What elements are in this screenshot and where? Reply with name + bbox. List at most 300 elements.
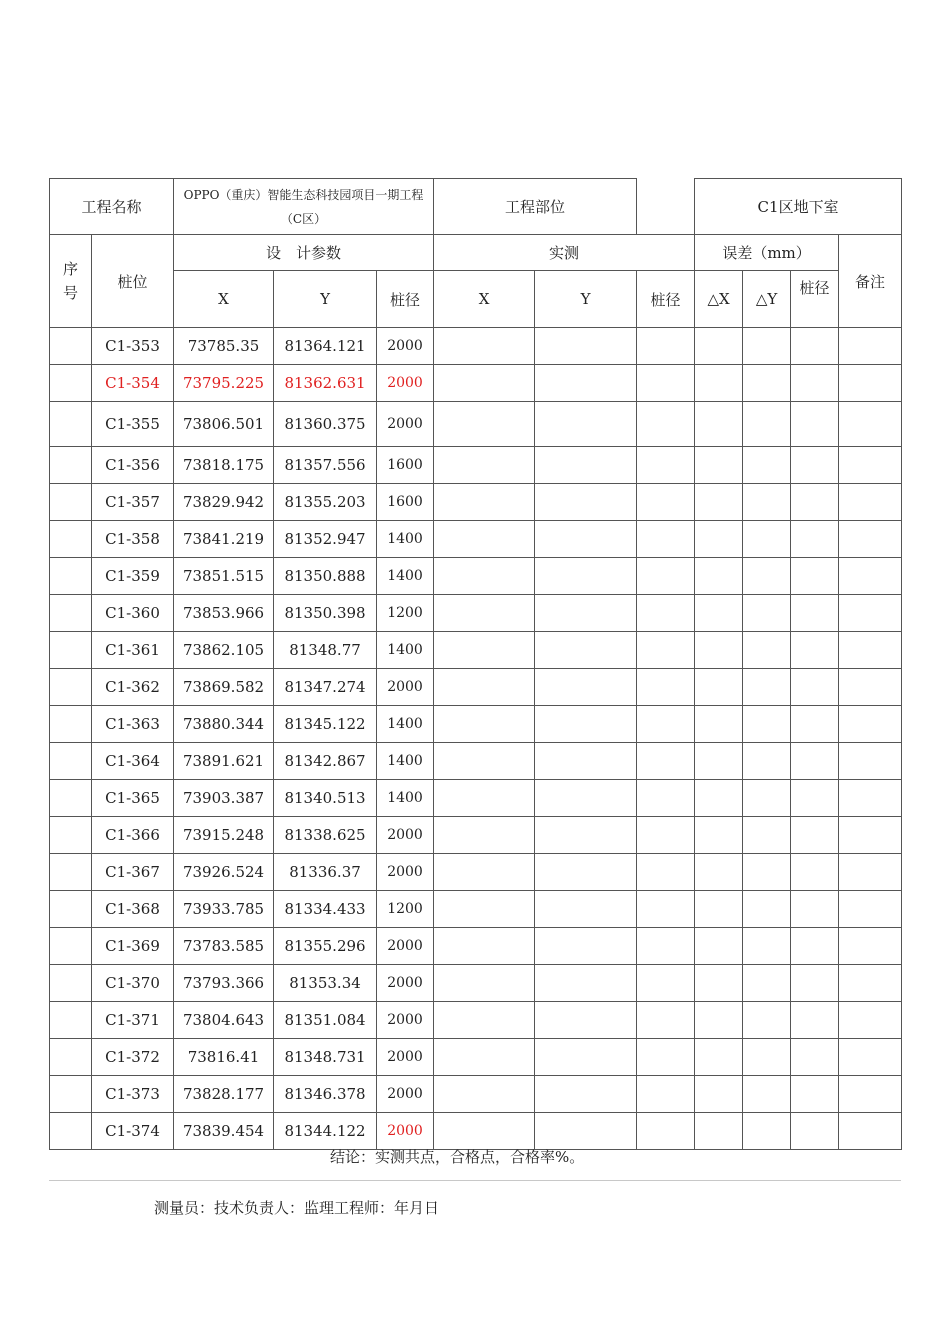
table-row	[50, 706, 902, 743]
seq-cell	[50, 928, 92, 965]
table-row	[50, 965, 902, 1002]
table-row	[50, 854, 902, 891]
design-diameter-cell: 1600	[377, 447, 434, 484]
error-diameter-cell	[791, 928, 839, 965]
measured-y-cell	[535, 521, 637, 558]
error-dy-cell	[743, 447, 791, 484]
remark-cell	[839, 1113, 902, 1150]
design-x-cell: 73839.454	[174, 1113, 274, 1150]
measured-diameter-cell	[637, 558, 695, 595]
measured-y-cell	[535, 1002, 637, 1039]
measured-y-cell	[535, 891, 637, 928]
conclusion-text: 结论：实测共点，合格点，合格率%。	[330, 1148, 585, 1166]
measured-y-cell	[535, 817, 637, 854]
error-diameter-cell	[791, 743, 839, 780]
pile-cell: C1-357	[92, 484, 174, 521]
seq-cell	[50, 780, 92, 817]
design-x-cell: 73829.942	[174, 484, 274, 521]
error-dy-cell	[743, 402, 791, 447]
measured-header: 实测	[434, 235, 695, 271]
pile-cell: C1-360	[92, 595, 174, 632]
table-row	[50, 780, 902, 817]
measured-x-cell	[434, 1076, 535, 1113]
remark-cell	[839, 558, 902, 595]
error-dy-cell	[743, 484, 791, 521]
remark-cell	[839, 743, 902, 780]
design-diameter-cell: 1400	[377, 558, 434, 595]
error-dx-cell	[695, 365, 743, 402]
design-x-cell: 73816.41	[174, 1039, 274, 1076]
design-x-cell: 73806.501	[174, 402, 274, 447]
error-dy-cell	[743, 743, 791, 780]
measured-diameter-cell	[637, 669, 695, 706]
project-name-value: OPPO（重庆）智能生态科技园项目一期工程（C区）	[174, 179, 434, 235]
error-dx-cell	[695, 558, 743, 595]
pile-cell: C1-359	[92, 558, 174, 595]
design-diameter-cell: 2000	[377, 854, 434, 891]
error-dx-cell	[695, 669, 743, 706]
project-part-value: C1区地下室	[695, 179, 902, 235]
measured-y-cell	[535, 1039, 637, 1076]
error-diameter-header: 桩径	[791, 271, 839, 328]
error-dy-cell	[743, 1039, 791, 1076]
remark-cell	[839, 669, 902, 706]
seq-cell	[50, 743, 92, 780]
measured-diameter-cell	[637, 632, 695, 669]
seq-cell	[50, 484, 92, 521]
design-x-cell: 73862.105	[174, 632, 274, 669]
seq-cell	[50, 891, 92, 928]
measured-x-cell	[434, 484, 535, 521]
measured-x-cell	[434, 1002, 535, 1039]
design-diameter-cell: 2000	[377, 669, 434, 706]
error-diameter-cell	[791, 780, 839, 817]
design-x-cell: 73818.175	[174, 447, 274, 484]
table-row	[50, 402, 902, 447]
design-x-cell: 73933.785	[174, 891, 274, 928]
remark-cell	[839, 521, 902, 558]
design-y-cell: 81346.378	[274, 1076, 377, 1113]
pile-cell: C1-372	[92, 1039, 174, 1076]
error-diameter-cell	[791, 1113, 839, 1150]
design-x-cell: 73891.621	[174, 743, 274, 780]
measured-y-header: Y	[535, 271, 637, 328]
measured-diameter-cell	[637, 328, 695, 365]
error-dy-cell	[743, 965, 791, 1002]
table-row	[50, 1113, 902, 1150]
remark-cell	[839, 402, 902, 447]
design-y-cell: 81353.34	[274, 965, 377, 1002]
measured-diameter-cell	[637, 817, 695, 854]
measured-y-cell	[535, 402, 637, 447]
seq-cell	[50, 669, 92, 706]
table-row	[50, 669, 902, 706]
pile-cell: C1-366	[92, 817, 174, 854]
measured-diameter-cell	[637, 706, 695, 743]
design-diameter-cell: 2000	[377, 965, 434, 1002]
error-dy-cell	[743, 1076, 791, 1113]
design-y-cell: 81355.203	[274, 484, 377, 521]
design-x-cell: 73915.248	[174, 817, 274, 854]
remark-cell	[839, 891, 902, 928]
design-diameter-cell: 2000	[377, 928, 434, 965]
seq-cell	[50, 1113, 92, 1150]
measured-diameter-cell	[637, 484, 695, 521]
seq-cell	[50, 447, 92, 484]
error-diameter-cell	[791, 632, 839, 669]
error-dy-cell	[743, 632, 791, 669]
remark-cell	[839, 780, 902, 817]
error-dx-cell	[695, 743, 743, 780]
error-header: 误差（mm）	[695, 235, 839, 271]
error-dx-cell	[695, 484, 743, 521]
table-row	[50, 447, 902, 484]
design-diameter-cell: 2000	[377, 402, 434, 447]
pile-cell: C1-361	[92, 632, 174, 669]
table-row	[50, 632, 902, 669]
measured-x-header: X	[434, 271, 535, 328]
error-dx-cell	[695, 521, 743, 558]
seq-cell	[50, 1039, 92, 1076]
error-dx-cell	[695, 817, 743, 854]
measured-x-cell	[434, 328, 535, 365]
design-diameter-cell: 2000	[377, 817, 434, 854]
measured-diameter-cell	[637, 928, 695, 965]
seq-cell	[50, 595, 92, 632]
measured-x-cell	[434, 854, 535, 891]
measured-diameter-header: 桩径	[637, 271, 695, 328]
measured-x-cell	[434, 817, 535, 854]
pile-cell: C1-374	[92, 1113, 174, 1150]
error-dx-cell	[695, 402, 743, 447]
design-x-cell: 73841.219	[174, 521, 274, 558]
design-y-cell: 81347.274	[274, 669, 377, 706]
pile-cell: C1-355	[92, 402, 174, 447]
measured-x-cell	[434, 928, 535, 965]
design-diameter-cell: 1600	[377, 484, 434, 521]
remark-cell	[839, 706, 902, 743]
error-diameter-cell	[791, 854, 839, 891]
pile-cell: C1-369	[92, 928, 174, 965]
error-dx-cell	[695, 965, 743, 1002]
table-row	[50, 1076, 902, 1113]
measured-y-cell	[535, 743, 637, 780]
pile-cell: C1-356	[92, 447, 174, 484]
design-y-cell: 81352.947	[274, 521, 377, 558]
design-y-cell: 81348.77	[274, 632, 377, 669]
measured-y-cell	[535, 1113, 637, 1150]
measured-y-cell	[535, 854, 637, 891]
measured-diameter-cell	[637, 447, 695, 484]
error-dx-cell	[695, 928, 743, 965]
design-y-cell: 81342.867	[274, 743, 377, 780]
measured-diameter-cell	[637, 365, 695, 402]
error-diameter-cell	[791, 521, 839, 558]
measured-x-cell	[434, 1113, 535, 1150]
table-row	[50, 928, 902, 965]
design-x-header: X	[174, 271, 274, 328]
design-diameter-header: 桩径	[377, 271, 434, 328]
remark-cell	[839, 328, 902, 365]
table-row	[50, 891, 902, 928]
measured-y-cell	[535, 780, 637, 817]
design-diameter-cell: 2000	[377, 1113, 434, 1150]
error-dy-cell	[743, 891, 791, 928]
design-x-cell: 73828.177	[174, 1076, 274, 1113]
remark-cell	[839, 365, 902, 402]
error-diameter-cell	[791, 447, 839, 484]
design-diameter-cell: 2000	[377, 1076, 434, 1113]
design-diameter-cell: 1400	[377, 632, 434, 669]
error-diameter-cell	[791, 1002, 839, 1039]
table-row	[50, 365, 902, 402]
error-dx-cell	[695, 1002, 743, 1039]
pile-survey-sheet	[49, 178, 901, 1150]
project-row	[50, 179, 902, 235]
error-dx-cell	[695, 1076, 743, 1113]
pile-cell: C1-364	[92, 743, 174, 780]
remark-cell	[839, 965, 902, 1002]
table-row	[50, 817, 902, 854]
table-row	[50, 484, 902, 521]
error-dy-cell	[743, 854, 791, 891]
error-dx-cell	[695, 891, 743, 928]
measured-diameter-cell	[637, 743, 695, 780]
measured-diameter-cell	[637, 1039, 695, 1076]
design-diameter-cell: 1400	[377, 521, 434, 558]
remark-cell	[839, 1039, 902, 1076]
error-dy-cell	[743, 558, 791, 595]
design-y-cell: 81350.888	[274, 558, 377, 595]
error-dx-cell	[695, 328, 743, 365]
error-dy-cell	[743, 1002, 791, 1039]
seq-cell	[50, 817, 92, 854]
pile-cell: C1-367	[92, 854, 174, 891]
design-diameter-cell: 1400	[377, 706, 434, 743]
error-dx-cell	[695, 1113, 743, 1150]
design-diameter-cell: 1400	[377, 743, 434, 780]
error-dx-cell	[695, 1039, 743, 1076]
error-diameter-cell	[791, 328, 839, 365]
design-y-cell: 81345.122	[274, 706, 377, 743]
measured-diameter-cell	[637, 1002, 695, 1039]
design-diameter-cell: 1200	[377, 891, 434, 928]
design-y-cell: 81360.375	[274, 402, 377, 447]
design-y-header: Y	[274, 271, 377, 328]
measured-y-cell	[535, 928, 637, 965]
measured-diameter-cell	[637, 780, 695, 817]
design-x-cell: 73785.35	[174, 328, 274, 365]
measured-diameter-cell	[637, 1113, 695, 1150]
measured-y-cell	[535, 595, 637, 632]
seq-header	[50, 235, 92, 328]
pile-cell: C1-354	[92, 365, 174, 402]
measured-x-cell	[434, 669, 535, 706]
design-y-cell: 81357.556	[274, 447, 377, 484]
measured-x-cell	[434, 780, 535, 817]
measured-x-cell	[434, 632, 535, 669]
error-diameter-cell	[791, 817, 839, 854]
design-y-cell: 81351.084	[274, 1002, 377, 1039]
remark-cell	[839, 595, 902, 632]
design-y-cell: 81340.513	[274, 780, 377, 817]
error-dx-cell	[695, 706, 743, 743]
pile-cell: C1-362	[92, 669, 174, 706]
seq-cell	[50, 706, 92, 743]
remark-cell	[839, 447, 902, 484]
project-name-label: 工程名称	[50, 179, 174, 235]
remark-cell	[839, 817, 902, 854]
table-row	[50, 328, 902, 365]
remark-cell	[839, 854, 902, 891]
measured-y-cell	[535, 706, 637, 743]
error-dy-cell	[743, 669, 791, 706]
seq-cell	[50, 558, 92, 595]
error-diameter-cell	[791, 706, 839, 743]
seq-cell	[50, 402, 92, 447]
error-diameter-cell	[791, 1039, 839, 1076]
pile-cell: C1-371	[92, 1002, 174, 1039]
measured-y-cell	[535, 965, 637, 1002]
design-x-cell: 73793.366	[174, 965, 274, 1002]
table-row	[50, 558, 902, 595]
measured-diameter-cell	[637, 965, 695, 1002]
remark-header: 备注	[839, 235, 902, 328]
design-diameter-cell: 2000	[377, 1002, 434, 1039]
measured-x-cell	[434, 558, 535, 595]
design-y-cell: 81334.433	[274, 891, 377, 928]
design-diameter-cell: 1200	[377, 595, 434, 632]
error-dy-cell	[743, 1113, 791, 1150]
table-row	[50, 1002, 902, 1039]
pile-cell: C1-368	[92, 891, 174, 928]
header-row-1	[50, 235, 902, 271]
error-diameter-cell	[791, 965, 839, 1002]
pile-cell: C1-353	[92, 328, 174, 365]
remark-cell	[839, 484, 902, 521]
error-diameter-cell	[791, 669, 839, 706]
design-y-cell: 81362.631	[274, 365, 377, 402]
design-diameter-cell: 2000	[377, 365, 434, 402]
measured-x-cell	[434, 365, 535, 402]
error-dx-cell	[695, 632, 743, 669]
measured-x-cell	[434, 595, 535, 632]
design-params-header: 设 计参数	[174, 235, 434, 271]
error-dx-header: △X	[695, 271, 743, 328]
measured-x-cell	[434, 402, 535, 447]
seq-cell	[50, 965, 92, 1002]
pile-header: 桩位	[92, 235, 174, 328]
design-x-cell: 73869.582	[174, 669, 274, 706]
error-dy-cell	[743, 928, 791, 965]
pile-cell: C1-358	[92, 521, 174, 558]
measured-diameter-cell	[637, 521, 695, 558]
project-part-label: 工程部位	[434, 179, 637, 235]
measured-x-cell	[434, 1039, 535, 1076]
design-x-cell: 73783.585	[174, 928, 274, 965]
seq-cell	[50, 1002, 92, 1039]
measured-diameter-cell	[637, 891, 695, 928]
measured-y-cell	[535, 484, 637, 521]
seq-cell	[50, 365, 92, 402]
design-x-cell: 73851.515	[174, 558, 274, 595]
pile-cell: C1-370	[92, 965, 174, 1002]
measured-diameter-cell	[637, 402, 695, 447]
seq-cell	[50, 1076, 92, 1113]
error-dy-cell	[743, 780, 791, 817]
error-dx-cell	[695, 780, 743, 817]
error-dy-header: △Y	[743, 271, 791, 328]
seq-cell	[50, 521, 92, 558]
design-diameter-cell: 1400	[377, 780, 434, 817]
design-x-cell: 73853.966	[174, 595, 274, 632]
header-row-2	[50, 271, 902, 328]
design-x-cell: 73880.344	[174, 706, 274, 743]
design-x-cell: 73804.643	[174, 1002, 274, 1039]
design-diameter-cell: 2000	[377, 328, 434, 365]
measured-x-cell	[434, 891, 535, 928]
seq-cell	[50, 328, 92, 365]
measured-y-cell	[535, 669, 637, 706]
measured-y-cell	[535, 558, 637, 595]
divider-line	[49, 1180, 901, 1181]
design-y-cell: 81338.625	[274, 817, 377, 854]
pile-cell: C1-365	[92, 780, 174, 817]
error-diameter-cell	[791, 1076, 839, 1113]
error-dx-cell	[695, 854, 743, 891]
pile-cell: C1-363	[92, 706, 174, 743]
blank-cell	[637, 179, 695, 235]
error-dx-cell	[695, 595, 743, 632]
measured-y-cell	[535, 328, 637, 365]
measured-y-cell	[535, 1076, 637, 1113]
remark-cell	[839, 1076, 902, 1113]
table-row	[50, 521, 902, 558]
error-dy-cell	[743, 706, 791, 743]
pile-cell: C1-373	[92, 1076, 174, 1113]
measured-diameter-cell	[637, 1076, 695, 1113]
error-dy-cell	[743, 595, 791, 632]
error-diameter-cell	[791, 595, 839, 632]
error-dx-cell	[695, 447, 743, 484]
seq-header-line2: 号	[62, 284, 78, 302]
measured-diameter-cell	[637, 854, 695, 891]
error-dy-cell	[743, 521, 791, 558]
measured-x-cell	[434, 965, 535, 1002]
error-dy-cell	[743, 365, 791, 402]
design-y-cell: 81355.296	[274, 928, 377, 965]
measured-x-cell	[434, 447, 535, 484]
design-x-cell: 73926.524	[174, 854, 274, 891]
seq-cell	[50, 632, 92, 669]
remark-cell	[839, 928, 902, 965]
design-x-cell: 73795.225	[174, 365, 274, 402]
measured-x-cell	[434, 521, 535, 558]
signature-line: 测量员：技术负责人：监理工程师：年月日	[154, 1199, 440, 1217]
table-row	[50, 743, 902, 780]
pile-survey-table	[49, 178, 902, 1150]
design-x-cell: 73903.387	[174, 780, 274, 817]
seq-cell	[50, 854, 92, 891]
table-row	[50, 1039, 902, 1076]
design-y-cell: 81344.122	[274, 1113, 377, 1150]
error-diameter-cell	[791, 402, 839, 447]
design-y-cell: 81350.398	[274, 595, 377, 632]
design-y-cell: 81336.37	[274, 854, 377, 891]
remark-cell	[839, 1002, 902, 1039]
error-diameter-cell	[791, 891, 839, 928]
measured-x-cell	[434, 743, 535, 780]
